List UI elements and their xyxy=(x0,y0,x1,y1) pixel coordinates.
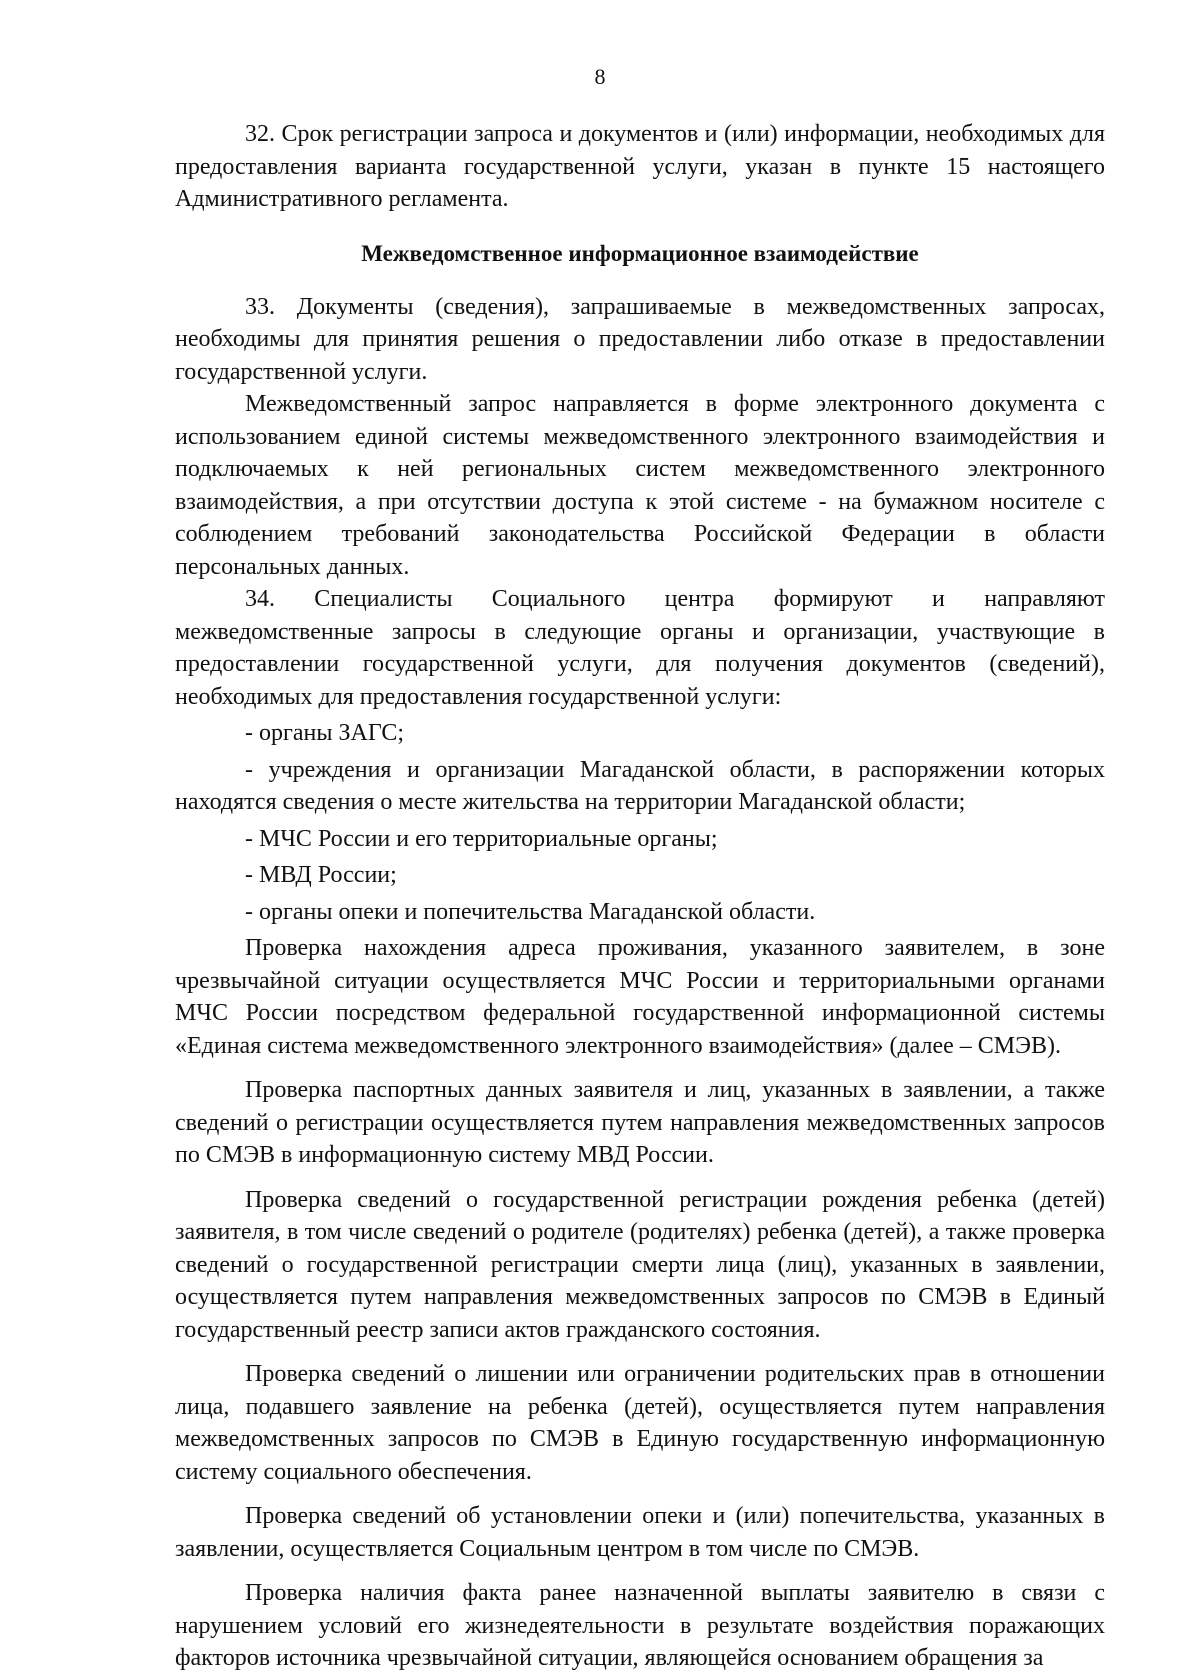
paragraph-check-payment: Проверка наличия факта ранее назначенной выплаты заявителю в связи с нарушением условий его жизнедеятельности в результате воздействия поражающих факторов источника чрезвычайной ситуации, являющейся основанием обращения за xyxy=(175,1580,1105,1671)
paragraph-check-guardianship: Проверка сведений об установлении опеки и (или) попечительства, указанных в заявлении, осуществляется Социальным центром в том числе по СМЭВ. xyxy=(175,1503,1105,1562)
paragraph-check-passport: Проверка паспортных данных заявителя и лиц, указанных в заявлении, а также сведений о регистрации осуществляется путем направления межведомственных запросов по СМЭВ в информационную систему МВД России. xyxy=(175,1077,1105,1168)
paragraph-check-birth: Проверка сведений о государственной регистрации рождения ребенка (детей) заявителя, в том числе сведений о родителе (родителях) ребенка (детей), а также проверка сведений о государственной регистрации смерти лица (лиц), указанных в заявлении, осуществляется путем направления межведомственных запросов по СМЭВ в Единый государственный реестр записи актов гражданского состояния. xyxy=(175,1186,1105,1343)
list-item-mchs: - МЧС России и его территориальные органы; xyxy=(245,825,718,852)
page-number: 8 xyxy=(594,64,606,89)
list-item-guardianship-bodies: - органы опеки и попечительства Магаданской области. xyxy=(245,898,816,925)
paragraph-check-parental-rights: Проверка сведений о лишении или ограничении родительских прав в отношении лица, подавшего заявление на ребенка (детей), осуществляется путем направления межведомственных запросов по СМЭВ в Единую государственную информационную систему социального обеспечения. xyxy=(175,1361,1105,1485)
paragraph-32: 32. Срок регистрации запроса и документов и (или) информации, необходимых для предоставления варианта государственной услуги, указан в пункте 15 настоящего Административного регламента. xyxy=(175,121,1105,212)
paragraph-check-address: Проверка нахождения адреса проживания, указанного заявителем, в зоне чрезвычайной ситуации осуществляется МЧС России и территориальными органами МЧС России посредством федеральной государственной информационной системы «Единая система межведомственного электронного взаимодействия» (далее – СМЭВ). xyxy=(175,935,1105,1059)
section-heading: Межведомственное информационное взаимодействие xyxy=(361,240,919,266)
list-item-mvd: - МВД России; xyxy=(245,862,397,888)
document-body xyxy=(175,118,1105,1675)
paragraph-33: 33. Документы (сведения), запрашиваемые в межведомственных запросах, необходимы для принятия решения о предоставлении либо отказе в предоставлении государственной услуги. xyxy=(175,293,1105,385)
list-item-zags: - органы ЗАГС; xyxy=(245,720,405,746)
paragraph-interagency-request: Межведомственный запрос направляется в форме электронного документа с использованием единой системы межведомственного электронного взаимодействия и подключаемых к ней региональных систем межведомственного электронного взаимодействия, а при отсутствии доступа к этой системе - на бумажном носителе с соблюдением требований законодательства Российской Федерации в области персональных данных. xyxy=(175,391,1105,580)
list-item-institutions: - учреждения и организации Магаданской области, в распоряжении которых находятся сведения о месте жительства на территории Магаданской области; xyxy=(175,756,1105,815)
paragraph-34: 34. Специалисты Социального центра формируют и направляют межведомственные запросы в следующие органы и организации, участвующие в предоставлении государственной услуги, для получения документов (сведений), необходимых для предоставления государственной услуги: xyxy=(175,586,1105,710)
